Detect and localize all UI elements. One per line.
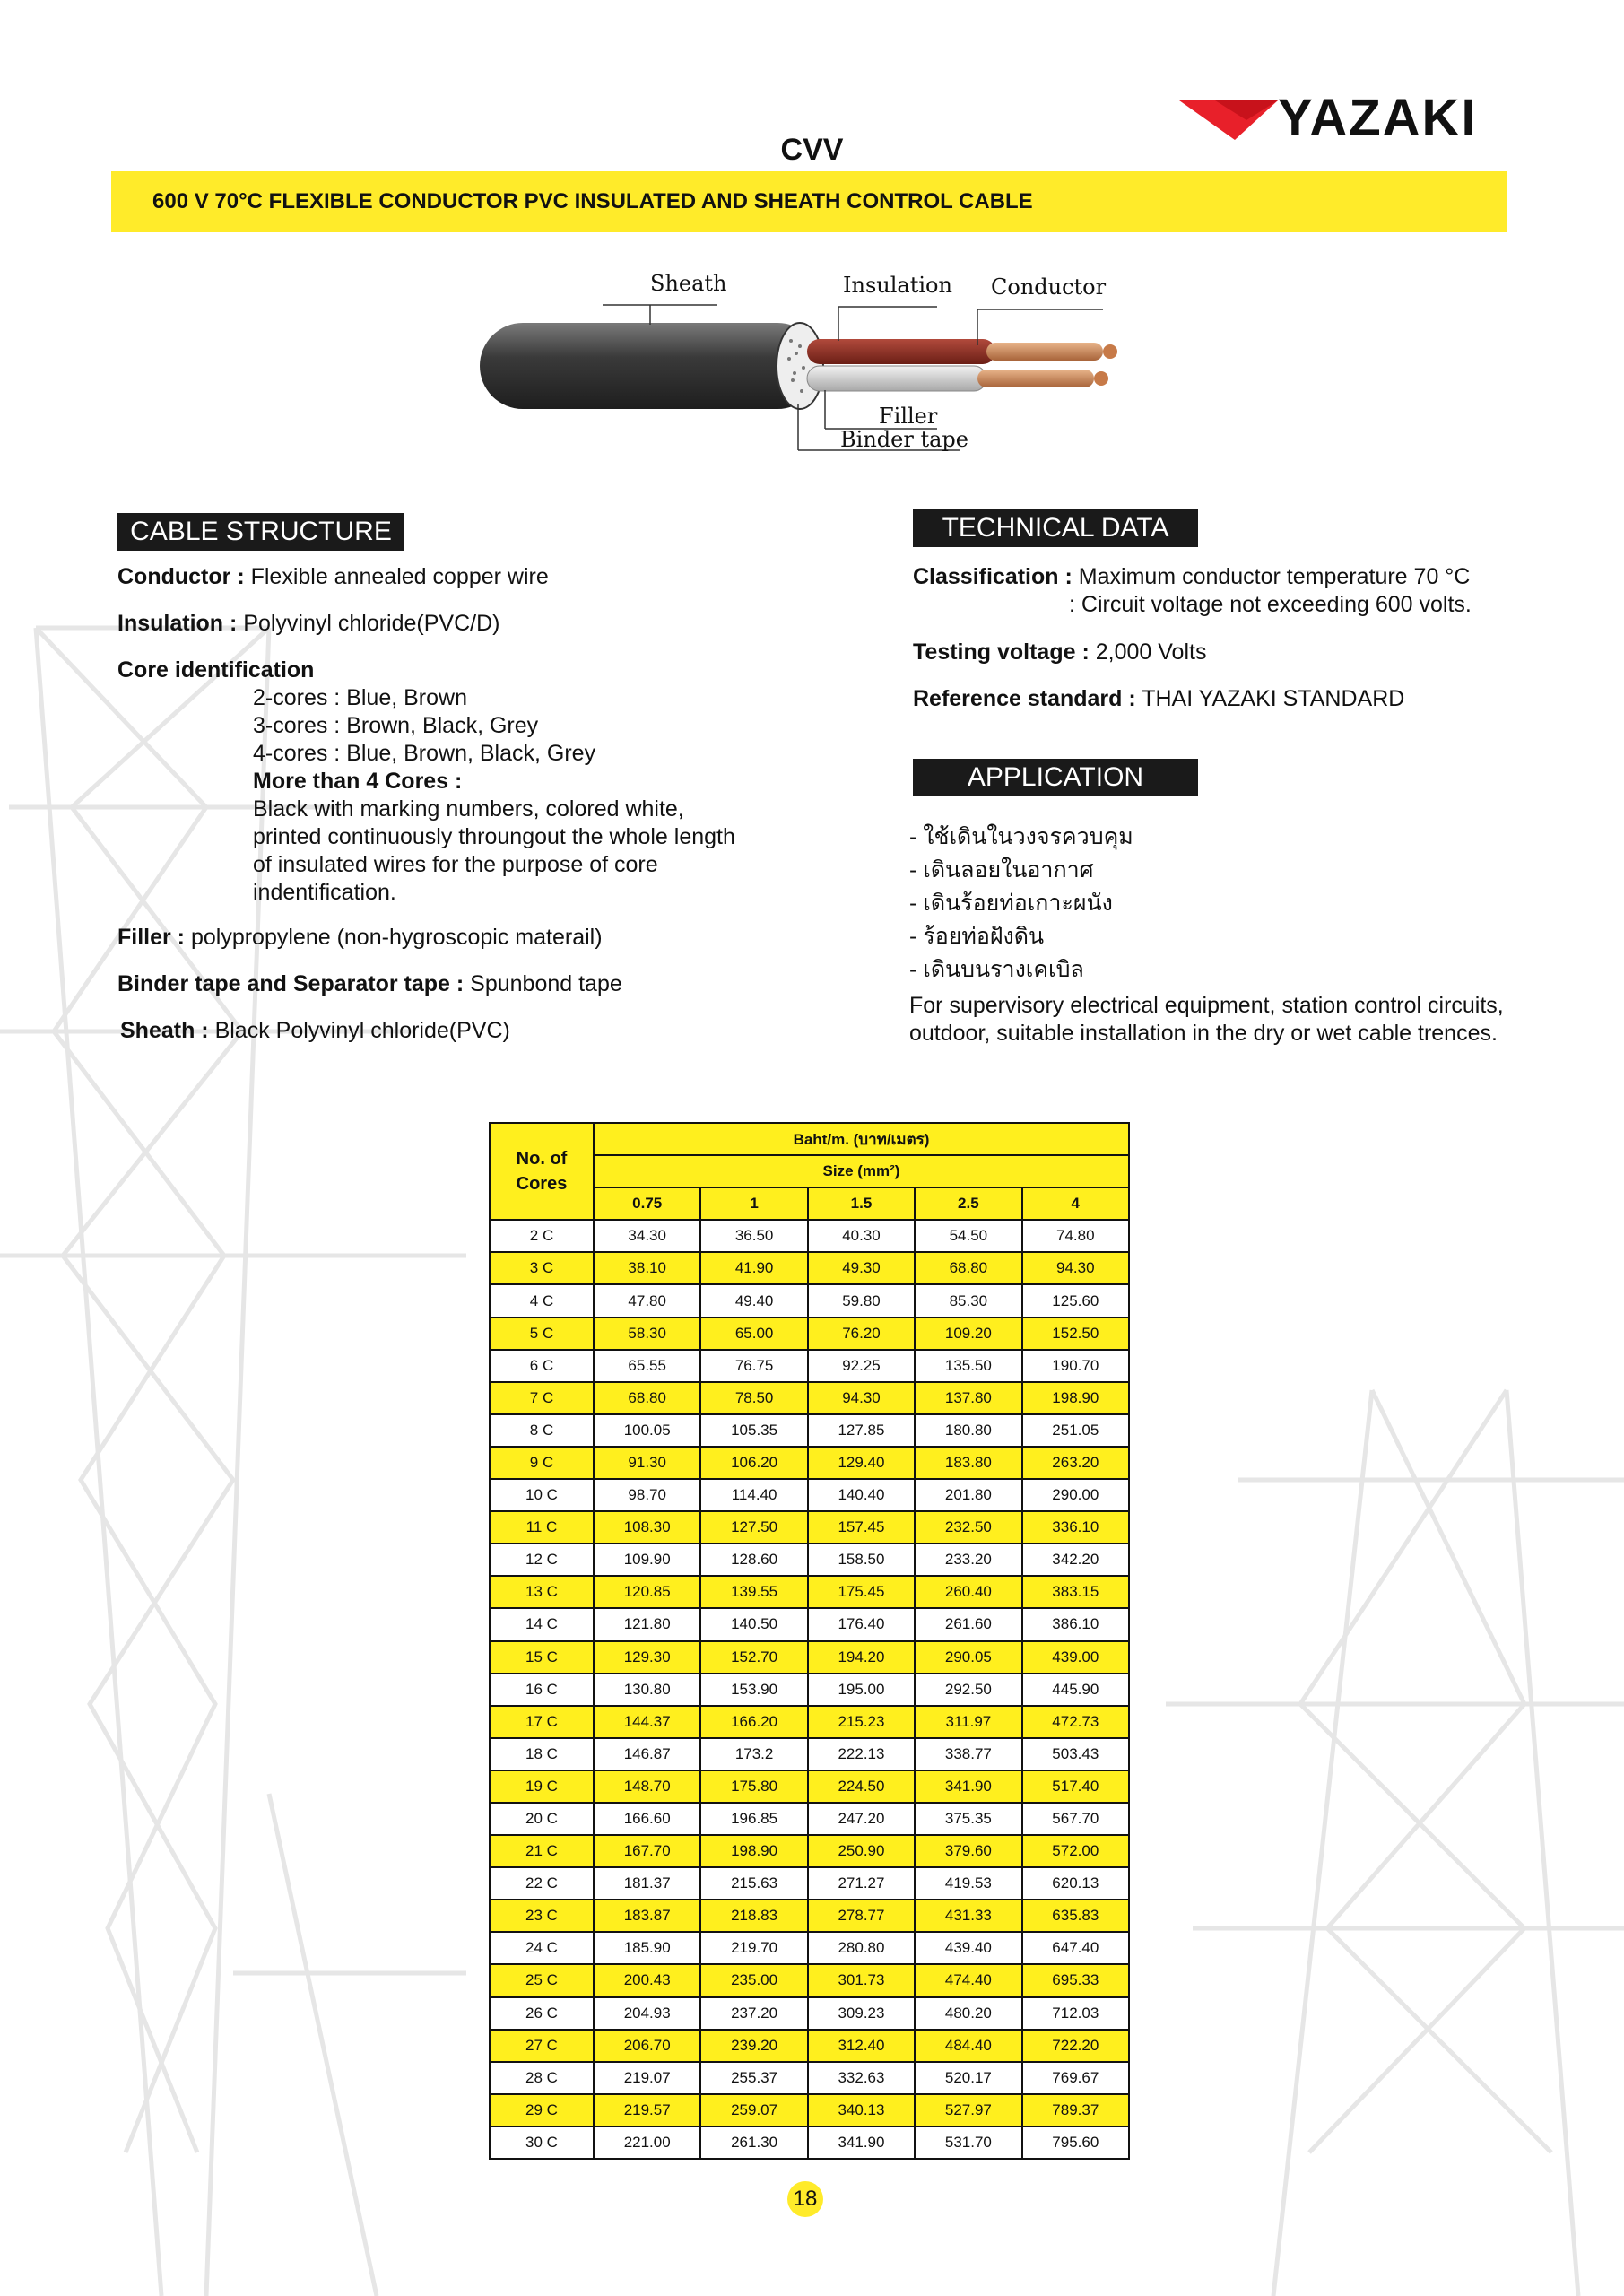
reference-standard-value: THAI YAZAKI STANDARD — [1142, 686, 1405, 711]
price-cell: 200.43 — [594, 1964, 700, 1996]
more-than-4-line: of insulated wires for the purpose of core — [253, 852, 658, 877]
table-row — [490, 1867, 1129, 1900]
price-cell: 301.73 — [808, 1964, 915, 1996]
price-cell: 278.77 — [808, 1900, 915, 1932]
table-row — [490, 2094, 1129, 2126]
price-cell: 484.40 — [915, 2030, 1021, 2062]
filler-value: polypropylene (non-hygroscopic materail) — [190, 925, 603, 950]
classification-value-2: : Circuit voltage not exceeding 600 volts. — [1069, 592, 1472, 617]
price-cell: 204.93 — [594, 1997, 700, 2030]
price-cell: 175.45 — [808, 1576, 915, 1608]
table-row — [490, 1576, 1129, 1608]
cores-cell: 28 C — [490, 2062, 594, 2094]
table-row — [490, 1900, 1129, 1932]
table-row — [490, 1932, 1129, 1964]
price-cell: 290.00 — [1022, 1479, 1129, 1511]
conductor-line — [117, 563, 549, 591]
insulation-label: Insulation : — [117, 611, 238, 636]
price-cell: 722.20 — [1022, 2030, 1129, 2062]
price-cell: 233.20 — [915, 1544, 1021, 1576]
price-cell: 341.90 — [808, 2126, 915, 2159]
price-cell: 65.55 — [594, 1350, 700, 1382]
price-cell: 152.50 — [1022, 1318, 1129, 1350]
cores-cell: 17 C — [490, 1706, 594, 1738]
price-cell: 108.30 — [594, 1511, 700, 1544]
price-cell: 127.50 — [700, 1511, 807, 1544]
price-cell: 386.10 — [1022, 1608, 1129, 1640]
price-cell: 49.30 — [808, 1252, 915, 1284]
table-row — [490, 1350, 1129, 1382]
insulation-line — [117, 610, 499, 638]
more-than-4-line: printed continuously throungout the whole length — [253, 824, 735, 849]
sheath-callout: Sheath — [650, 271, 727, 296]
price-cell: 194.20 — [808, 1641, 915, 1674]
cores-cell: 16 C — [490, 1674, 594, 1706]
price-cell: 175.80 — [700, 1770, 807, 1803]
price-cell: 480.20 — [915, 1997, 1021, 2030]
cores-cell: 11 C — [490, 1511, 594, 1544]
price-cell: 259.07 — [700, 2094, 807, 2126]
price-cell: 146.87 — [594, 1738, 700, 1770]
price-cell: 567.70 — [1022, 1803, 1129, 1835]
table-row — [490, 2030, 1129, 2062]
price-cell: 263.20 — [1022, 1447, 1129, 1479]
table-row — [490, 1544, 1129, 1576]
price-cell: 135.50 — [915, 1350, 1021, 1382]
binder-line — [117, 970, 622, 998]
price-cell: 65.00 — [700, 1318, 807, 1350]
price-cell: 148.70 — [594, 1770, 700, 1803]
price-cell: 312.40 — [808, 2030, 915, 2062]
price-cell: 49.40 — [700, 1284, 807, 1317]
insulation-callout: Insulation — [843, 273, 952, 298]
price-cell: 153.90 — [700, 1674, 807, 1706]
cores-cell: 2 C — [490, 1220, 594, 1252]
price-cell: 292.50 — [915, 1674, 1021, 1706]
price-table — [489, 1122, 1130, 2160]
price-cell: 158.50 — [808, 1544, 915, 1576]
price-cell: 789.37 — [1022, 2094, 1129, 2126]
classification-line — [913, 563, 1470, 591]
price-cell: 375.35 — [915, 1803, 1021, 1835]
price-cell: 255.37 — [700, 2062, 807, 2094]
price-cell: 137.80 — [915, 1382, 1021, 1414]
price-cell: 195.00 — [808, 1674, 915, 1706]
price-cell: 128.60 — [700, 1544, 807, 1576]
price-cell: 41.90 — [700, 1252, 807, 1284]
price-cell: 140.40 — [808, 1479, 915, 1511]
cable-diagram — [448, 260, 1166, 466]
application-heading: APPLICATION — [913, 759, 1198, 796]
table-row — [490, 1382, 1129, 1414]
core-identification-label: Core identification — [117, 657, 315, 683]
price-cell: 85.30 — [915, 1284, 1021, 1317]
filler-label: Filler : — [117, 925, 186, 950]
price-cell: 198.90 — [700, 1835, 807, 1867]
price-cell: 431.33 — [915, 1900, 1021, 1932]
price-cell: 271.27 — [808, 1867, 915, 1900]
brand-name: YAZAKI — [1278, 89, 1478, 147]
price-header: Baht/m. (บาท/เมตร) — [594, 1123, 1129, 1155]
price-cell: 247.20 — [808, 1803, 915, 1835]
price-cell: 129.40 — [808, 1447, 915, 1479]
price-cell: 795.60 — [1022, 2126, 1129, 2159]
price-cell: 769.67 — [1022, 2062, 1129, 2094]
price-cell: 472.73 — [1022, 1706, 1129, 1738]
price-cell: 445.90 — [1022, 1674, 1129, 1706]
price-cell: 219.07 — [594, 2062, 700, 2094]
cores-cell: 19 C — [490, 1770, 594, 1803]
cores-cell: 14 C — [490, 1608, 594, 1640]
cores-cell: 13 C — [490, 1576, 594, 1608]
cores-cell: 26 C — [490, 1997, 594, 2030]
binder-tape-callout: Binder tape — [840, 427, 968, 452]
price-cell: 157.45 — [808, 1511, 915, 1544]
cores-cell: 8 C — [490, 1414, 594, 1447]
price-cell: 94.30 — [808, 1382, 915, 1414]
cores-cell: 25 C — [490, 1964, 594, 1996]
price-cell: 712.03 — [1022, 1997, 1129, 2030]
price-cell: 215.23 — [808, 1706, 915, 1738]
price-cell: 76.75 — [700, 1350, 807, 1382]
more-than-4-line: indentification. — [253, 880, 396, 905]
application-item: - เดินลอยในอากาศ — [909, 857, 1094, 883]
price-cell: 219.70 — [700, 1932, 807, 1964]
application-english-line: For supervisory electrical equipment, station control circuits, — [909, 993, 1504, 1018]
price-cell: 338.77 — [915, 1738, 1021, 1770]
price-cell: 92.25 — [808, 1350, 915, 1382]
table-row — [490, 1511, 1129, 1544]
table-row — [490, 1706, 1129, 1738]
application-item: - ใช้เดินในวงจรควบคุม — [909, 824, 1133, 849]
conductor-value: Flexible annealed copper wire — [250, 564, 549, 589]
price-cell: 36.50 — [700, 1220, 807, 1252]
application-item: - ร้อยท่อฝังดิน — [909, 924, 1045, 949]
insulation-value: Polyvinyl chloride(PVC/D) — [243, 611, 500, 636]
application-english-line: outdoor, suitable installation in the dry or wet cable trences. — [909, 1021, 1498, 1046]
price-cell: 68.80 — [594, 1382, 700, 1414]
price-cell: 260.40 — [915, 1576, 1021, 1608]
size-column-header: 2.5 — [915, 1187, 1021, 1220]
price-cell: 342.20 — [1022, 1544, 1129, 1576]
price-cell: 383.15 — [1022, 1576, 1129, 1608]
classification-value: Maximum conductor temperature 70 °C — [1078, 564, 1471, 589]
price-cell: 311.97 — [915, 1706, 1021, 1738]
technical-data-heading: TECHNICAL DATA — [913, 509, 1198, 547]
size-header: Size (mm²) — [594, 1155, 1129, 1187]
price-cell: 201.80 — [915, 1479, 1021, 1511]
table-row — [490, 1479, 1129, 1511]
product-code: CVV — [780, 133, 844, 167]
price-cell: 59.80 — [808, 1284, 915, 1317]
page-number: 18 — [787, 2181, 823, 2217]
price-cell: 176.40 — [808, 1608, 915, 1640]
price-cell: 38.10 — [594, 1252, 700, 1284]
price-cell: 221.00 — [594, 2126, 700, 2159]
cores-cell: 3 C — [490, 1252, 594, 1284]
size-column-header: 0.75 — [594, 1187, 700, 1220]
cores-cell: 7 C — [490, 1382, 594, 1414]
classification-label: Classification : — [913, 564, 1073, 589]
core-line: 4-cores : Blue, Brown, Black, Grey — [253, 741, 596, 766]
table-row — [490, 1835, 1129, 1867]
price-cell: 40.30 — [808, 1220, 915, 1252]
price-cell: 180.80 — [915, 1414, 1021, 1447]
price-cell: 54.50 — [915, 1220, 1021, 1252]
price-cell: 250.90 — [808, 1835, 915, 1867]
title-bar: 600 V 70°C FLEXIBLE CONDUCTOR PVC INSULATED AND SHEATH CONTROL CABLE — [111, 171, 1507, 232]
price-cell: 144.37 — [594, 1706, 700, 1738]
cores-cell: 21 C — [490, 1835, 594, 1867]
price-cell: 114.40 — [700, 1479, 807, 1511]
table-row — [490, 1252, 1129, 1284]
cores-cell: 4 C — [490, 1284, 594, 1317]
price-cell: 109.90 — [594, 1544, 700, 1576]
table-row — [490, 1414, 1129, 1447]
price-cell: 340.13 — [808, 2094, 915, 2126]
cores-cell: 18 C — [490, 1738, 594, 1770]
table-row — [490, 1641, 1129, 1674]
price-cell: 130.80 — [594, 1674, 700, 1706]
price-cell: 196.85 — [700, 1803, 807, 1835]
price-cell: 183.80 — [915, 1447, 1021, 1479]
sheath-value: Black Polyvinyl chloride(PVC) — [214, 1018, 510, 1043]
size-column-header: 1.5 — [808, 1187, 915, 1220]
price-cell: 167.70 — [594, 1835, 700, 1867]
price-cell: 237.20 — [700, 1997, 807, 2030]
price-cell: 127.85 — [808, 1414, 915, 1447]
price-cell: 439.00 — [1022, 1641, 1129, 1674]
price-cell: 531.70 — [915, 2126, 1021, 2159]
reference-standard-line — [913, 685, 1404, 713]
price-cell: 439.40 — [915, 1932, 1021, 1964]
price-cell: 106.20 — [700, 1447, 807, 1479]
price-cell: 379.60 — [915, 1835, 1021, 1867]
price-cell: 185.90 — [594, 1932, 700, 1964]
application-item: - เดินร้อยท่อเกาะผนัง — [909, 891, 1113, 916]
price-cell: 91.30 — [594, 1447, 700, 1479]
price-cell: 635.83 — [1022, 1900, 1129, 1932]
cores-cell: 9 C — [490, 1447, 594, 1479]
price-cell: 419.53 — [915, 1867, 1021, 1900]
price-cell: 129.30 — [594, 1641, 700, 1674]
binder-value: Spunbond tape — [470, 971, 622, 996]
cores-header: No. of Cores — [490, 1123, 594, 1220]
conductor-label: Conductor : — [117, 564, 245, 589]
binder-label: Binder tape and Separator tape : — [117, 971, 465, 996]
filler-line — [117, 924, 603, 952]
price-cell: 218.83 — [700, 1900, 807, 1932]
cores-cell: 6 C — [490, 1350, 594, 1382]
price-cell: 121.80 — [594, 1608, 700, 1640]
table-row — [490, 1674, 1129, 1706]
price-cell: 620.13 — [1022, 1867, 1129, 1900]
price-cell: 183.87 — [594, 1900, 700, 1932]
price-cell: 520.17 — [915, 2062, 1021, 2094]
sheath-line — [120, 1017, 510, 1045]
price-cell: 76.20 — [808, 1318, 915, 1350]
price-cell: 109.20 — [915, 1318, 1021, 1350]
price-cell: 181.37 — [594, 1867, 700, 1900]
cores-cell: 24 C — [490, 1932, 594, 1964]
price-cell: 647.40 — [1022, 1932, 1129, 1964]
cores-cell: 20 C — [490, 1803, 594, 1835]
price-cell: 290.05 — [915, 1641, 1021, 1674]
price-cell: 309.23 — [808, 1997, 915, 2030]
price-cell: 261.60 — [915, 1608, 1021, 1640]
more-than-4-line: Black with marking numbers, colored white, — [253, 796, 684, 822]
table-row — [490, 2126, 1129, 2159]
price-cell: 235.00 — [700, 1964, 807, 1996]
price-cell: 572.00 — [1022, 1835, 1129, 1867]
price-cell: 336.10 — [1022, 1511, 1129, 1544]
filler-callout: Filler — [879, 404, 938, 429]
price-cell: 474.40 — [915, 1964, 1021, 1996]
testing-voltage-label: Testing voltage : — [913, 639, 1090, 665]
table-row — [490, 2062, 1129, 2094]
price-cell: 166.60 — [594, 1803, 700, 1835]
price-cell: 517.40 — [1022, 1770, 1129, 1803]
price-cell: 239.20 — [700, 2030, 807, 2062]
application-item: - เดินบนรางเคเบิล — [909, 957, 1084, 982]
price-cell: 94.30 — [1022, 1252, 1129, 1284]
cores-cell: 29 C — [490, 2094, 594, 2126]
price-cell: 224.50 — [808, 1770, 915, 1803]
price-cell: 166.20 — [700, 1706, 807, 1738]
price-cell: 695.33 — [1022, 1964, 1129, 1996]
price-cell: 152.70 — [700, 1641, 807, 1674]
table-row — [490, 1220, 1129, 1252]
price-cell: 215.63 — [700, 1867, 807, 1900]
table-row — [490, 1318, 1129, 1350]
cores-cell: 5 C — [490, 1318, 594, 1350]
price-cell: 47.80 — [594, 1284, 700, 1317]
price-cell: 120.85 — [594, 1576, 700, 1608]
price-cell: 251.05 — [1022, 1414, 1129, 1447]
price-cell: 527.97 — [915, 2094, 1021, 2126]
table-row — [490, 1447, 1129, 1479]
sheath-label: Sheath : — [120, 1018, 209, 1043]
table-row — [490, 1803, 1129, 1835]
table-row — [490, 1284, 1129, 1317]
price-cell: 280.80 — [808, 1932, 915, 1964]
table-row — [490, 1738, 1129, 1770]
price-cell: 219.57 — [594, 2094, 700, 2126]
table-row — [490, 1964, 1129, 1996]
size-column-header: 1 — [700, 1187, 807, 1220]
testing-voltage-line — [913, 639, 1206, 666]
testing-voltage-value: 2,000 Volts — [1095, 639, 1207, 665]
price-cell: 78.50 — [700, 1382, 807, 1414]
price-cell: 341.90 — [915, 1770, 1021, 1803]
price-cell: 198.90 — [1022, 1382, 1129, 1414]
cores-cell: 22 C — [490, 1867, 594, 1900]
price-cell: 105.35 — [700, 1414, 807, 1447]
core-line: 3-cores : Brown, Black, Grey — [253, 713, 539, 738]
price-cell: 222.13 — [808, 1738, 915, 1770]
price-cell: 261.30 — [700, 2126, 807, 2159]
cores-cell: 27 C — [490, 2030, 594, 2062]
table-row — [490, 1608, 1129, 1640]
price-cell: 173.2 — [700, 1738, 807, 1770]
conductor-callout: Conductor — [991, 274, 1107, 300]
price-cell: 68.80 — [915, 1252, 1021, 1284]
cores-cell: 12 C — [490, 1544, 594, 1576]
price-cell: 206.70 — [594, 2030, 700, 2062]
table-row — [490, 1770, 1129, 1803]
price-cell: 98.70 — [594, 1479, 700, 1511]
price-cell: 125.60 — [1022, 1284, 1129, 1317]
price-cell: 503.43 — [1022, 1738, 1129, 1770]
price-cell: 140.50 — [700, 1608, 807, 1640]
table-row — [490, 1997, 1129, 2030]
reference-standard-label: Reference standard : — [913, 686, 1136, 711]
core-line: 2-cores : Blue, Brown — [253, 685, 467, 710]
price-cell: 74.80 — [1022, 1220, 1129, 1252]
cores-cell: 30 C — [490, 2126, 594, 2159]
price-cell: 190.70 — [1022, 1350, 1129, 1382]
price-cell: 139.55 — [700, 1576, 807, 1608]
price-cell: 232.50 — [915, 1511, 1021, 1544]
cable-structure-heading: CABLE STRUCTURE — [117, 513, 404, 551]
price-cell: 58.30 — [594, 1318, 700, 1350]
cores-cell: 23 C — [490, 1900, 594, 1932]
cores-cell: 15 C — [490, 1641, 594, 1674]
price-cell: 34.30 — [594, 1220, 700, 1252]
size-column-header: 4 — [1022, 1187, 1129, 1220]
price-cell: 332.63 — [808, 2062, 915, 2094]
price-cell: 100.05 — [594, 1414, 700, 1447]
cores-cell: 10 C — [490, 1479, 594, 1511]
more-than-4-cores-label: More than 4 Cores : — [253, 769, 463, 794]
